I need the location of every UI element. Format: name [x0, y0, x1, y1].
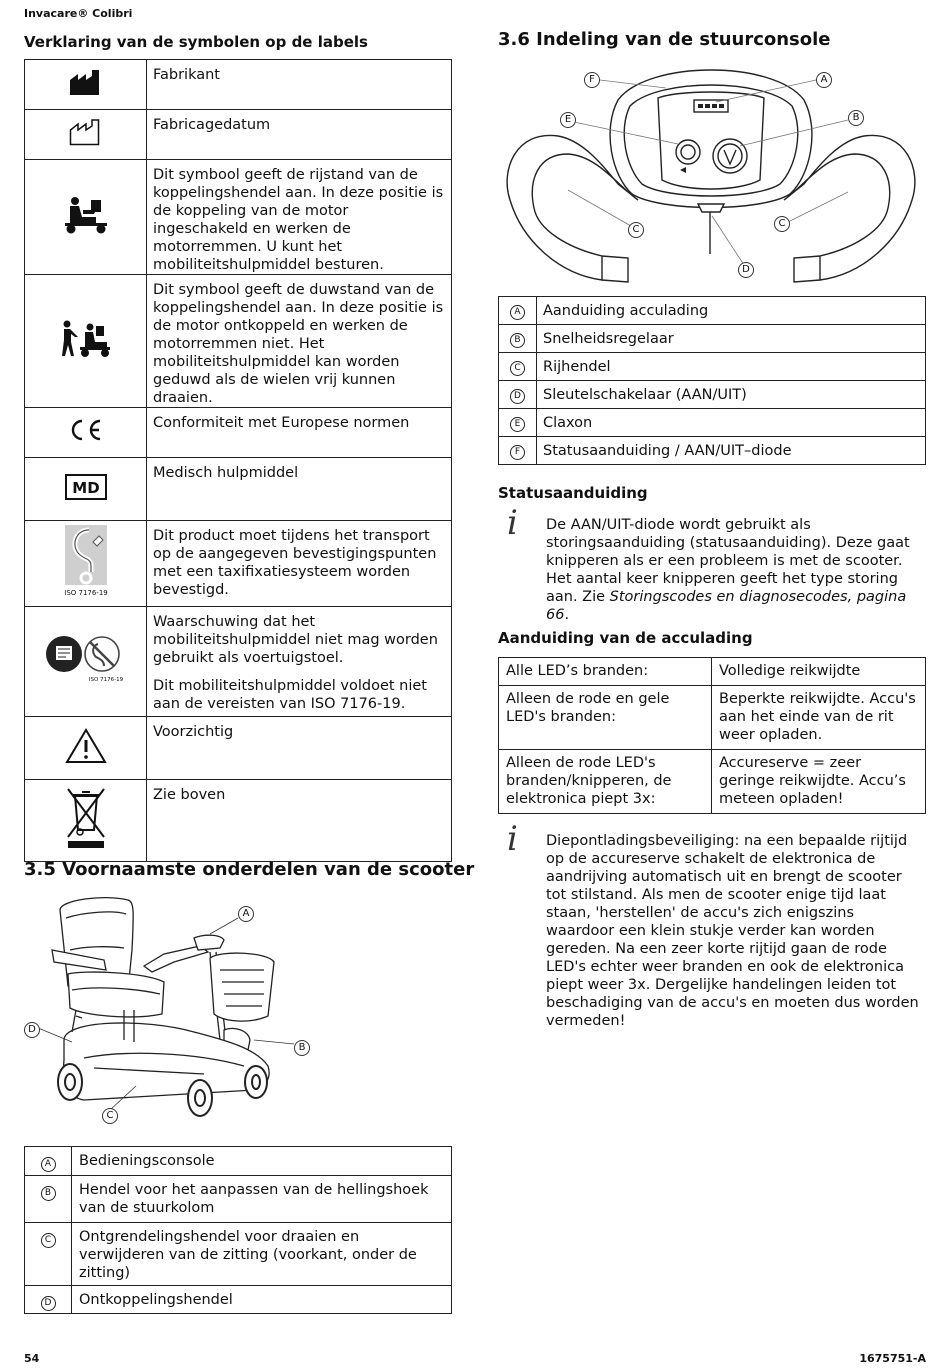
no-seat-in-vehicle-icon — [25, 607, 147, 717]
table-row — [499, 381, 926, 409]
section-36-heading: 3.6 Indeling van de stuurconsole — [498, 29, 831, 50]
console-label-a: A — [816, 72, 832, 88]
tiedown-hook-icon — [25, 521, 147, 607]
legend-text: Ontkoppelingshendel — [72, 1286, 452, 1314]
symbols-heading: Verklaring van de symbolen op de labels — [24, 33, 368, 51]
table-row — [25, 160, 452, 275]
battery-state: Alle LED’s branden: — [499, 658, 712, 686]
battery-meaning: Volledige reikwijdte — [712, 658, 926, 686]
legend-letter: B — [41, 1186, 56, 1201]
svg-text:MD: MD — [71, 478, 100, 497]
console-legend-table — [498, 296, 926, 465]
table-row — [25, 717, 452, 780]
figure-label-c: C — [102, 1108, 118, 1124]
iso-caption: ISO 7176-19 — [63, 589, 108, 597]
console-label-b: B — [848, 110, 864, 126]
push-position-icon — [25, 275, 147, 408]
table-row — [25, 1147, 452, 1176]
ce-mark-icon — [25, 408, 147, 458]
table-row — [499, 750, 926, 814]
figure-label-a: A — [238, 906, 254, 922]
table-row — [499, 297, 926, 325]
legend-letter: C — [41, 1233, 56, 1248]
factory-icon — [25, 60, 147, 110]
legend-text: Sleutelschakelaar (AAN/UIT) — [537, 381, 926, 409]
table-row — [499, 686, 926, 750]
legend-text: Rijhendel — [537, 353, 926, 381]
symbols-table — [24, 59, 452, 862]
battery-state: Alleen de rode en gele LED's branden: — [499, 686, 712, 750]
legend-letter: A — [41, 1157, 56, 1172]
symbol-text-extra: Dit mobiliteitshulpmiddel voldoet niet aan de vereisten van ISO 7176-19. — [153, 678, 427, 712]
table-row — [25, 1176, 452, 1223]
legend-letter: A — [510, 305, 525, 320]
table-row — [25, 1286, 452, 1314]
manufacture-date-icon — [25, 110, 147, 160]
battery-state: Alleen de rode LED's branden/knipperen, de elektronica piept 3x: — [499, 750, 712, 814]
info-note-icon: i — [507, 503, 518, 543]
symbol-text: Dit symbool geeft de rijstand van de koppelingshendel aan. In deze positie is de koppeling van de motor ingeschakeld en werken de motorremmen. U kunt het mobiliteitshulpmiddel besturen. — [153, 167, 444, 273]
console-label-f: F — [584, 72, 600, 88]
symbol-text: Waarschuwing dat het mobiliteitshulpmiddel niet mag worden gebruikt als voertuigstoel. — [153, 614, 438, 666]
console-figure — [498, 60, 924, 285]
legend-letter: D — [41, 1296, 56, 1311]
table-row — [499, 658, 926, 686]
section-35-heading: 3.5 Voornaamste onderdelen van de scooter — [24, 859, 475, 880]
info-note-icon: i — [507, 819, 518, 859]
iso-caption: ISO 7176-19 — [88, 677, 123, 683]
symbol-text: Voorzichtig — [153, 724, 234, 740]
legend-letter: D — [510, 389, 525, 404]
legend-text: Snelheidsregelaar — [537, 325, 926, 353]
table-row — [25, 458, 452, 521]
legend-text: Ontgrendelingshendel voor draaien en verwijderen van de zitting (voorkant, onder de zitting) — [72, 1223, 452, 1286]
drive-position-icon — [25, 160, 147, 275]
table-row — [499, 325, 926, 353]
table-row — [25, 408, 452, 458]
symbol-text: Dit product moet tijdens het transport op de aangegeven bevestigingspunten met een taxifixatiesysteem worden bevestigd. — [153, 528, 437, 598]
console-label-c-left: C — [628, 222, 644, 238]
status-note-reference: Storingscodes en diagnosecodes, pagina 66 — [546, 589, 907, 623]
scooter-figure — [24, 890, 324, 1130]
table-row — [25, 275, 452, 408]
battery-heading: Aanduiding van de acculading — [498, 629, 753, 647]
symbol-text: Zie boven — [153, 787, 226, 803]
table-row — [499, 353, 926, 381]
legend-letter: E — [510, 417, 525, 432]
table-row — [25, 1223, 452, 1286]
figure-label-b: B — [294, 1040, 310, 1056]
console-label-d: D — [738, 262, 754, 278]
status-heading: Statusaanduiding — [498, 484, 648, 502]
legend-text: Statusaanduiding / AAN/UIT–diode — [537, 437, 926, 465]
warning-triangle-icon — [25, 717, 147, 780]
symbol-text: Dit symbool geeft de duwstand van de koppelingshendel aan. In deze positie is de motor ontkoppeld en werken de motorremmen niet. Het mobiliteitshulpmiddel kan worden geduwd als de wielen vrij kunnen draaien. — [153, 282, 444, 406]
figure-label-d: D — [24, 1022, 40, 1038]
md-icon — [25, 458, 147, 521]
brand-header: Invacare® Colibri — [24, 7, 133, 20]
legend-text: Hendel voor het aanpassen van de hellingshoek van de stuurkolom — [72, 1176, 452, 1223]
document-code: 1675751-A — [859, 1352, 926, 1365]
battery-protection-note: Diepontladingsbeveiliging: na een bepaalde rijtijd op de accureserve schakelt de elektronica de aandrijving automatisch uit en brengt de scooter tot stilstand. Als men de scooter enige tijd laat staan, 'herstellen' de accu's zich enigszins waardoor een klein stukje verder kan worden gereden. Na een zeer korte rijtijd gaan de rode LED's echter weer branden en ook de elektronica piept weer 3x. Dergelijke handelingen leiden tot beschadiging van de accu's en moeten dus worden vermeden! — [546, 833, 919, 1029]
battery-table — [498, 657, 926, 814]
legend-text: Bedieningsconsole — [72, 1147, 452, 1176]
console-label-c-right: C — [774, 216, 790, 232]
table-row — [25, 110, 452, 160]
symbol-text: Conformiteit met Europese normen — [153, 415, 410, 431]
symbol-text: Medisch hulpmiddel — [153, 465, 299, 481]
status-note-end: . — [564, 607, 570, 623]
symbol-text: Fabrikant — [153, 67, 220, 83]
weee-bin-icon — [25, 780, 147, 862]
legend-letter: F — [510, 445, 525, 460]
status-note-text: De AAN/UIT-diode wordt gebruikt als storingsaanduiding (statusaanduiding). Deze gaat knipperen als er een probleem is met de scooter. Het aantal keer knipperen geeft het type storing aan. Zie — [546, 517, 910, 605]
legend-text: Aanduiding acculading — [537, 297, 926, 325]
page-number: 54 — [24, 1352, 40, 1365]
table-row — [25, 607, 452, 717]
table-row — [25, 780, 452, 862]
symbol-text: Fabricagedatum — [153, 117, 271, 133]
table-row — [499, 409, 926, 437]
legend-text: Claxon — [537, 409, 926, 437]
status-note — [546, 516, 926, 624]
table-row — [499, 437, 926, 465]
battery-meaning: Beperkte reikwijdte. Accu's aan het einde van de rit weer opladen. — [712, 686, 926, 750]
console-label-e: E — [560, 112, 576, 128]
parts-legend-table — [24, 1146, 452, 1314]
table-row — [25, 521, 452, 607]
table-row — [25, 60, 452, 110]
battery-meaning: Accureserve = zeer geringe reikwijdte. Accu’s meteen opladen! — [712, 750, 926, 814]
legend-letter: B — [510, 333, 525, 348]
legend-letter: C — [510, 361, 525, 376]
